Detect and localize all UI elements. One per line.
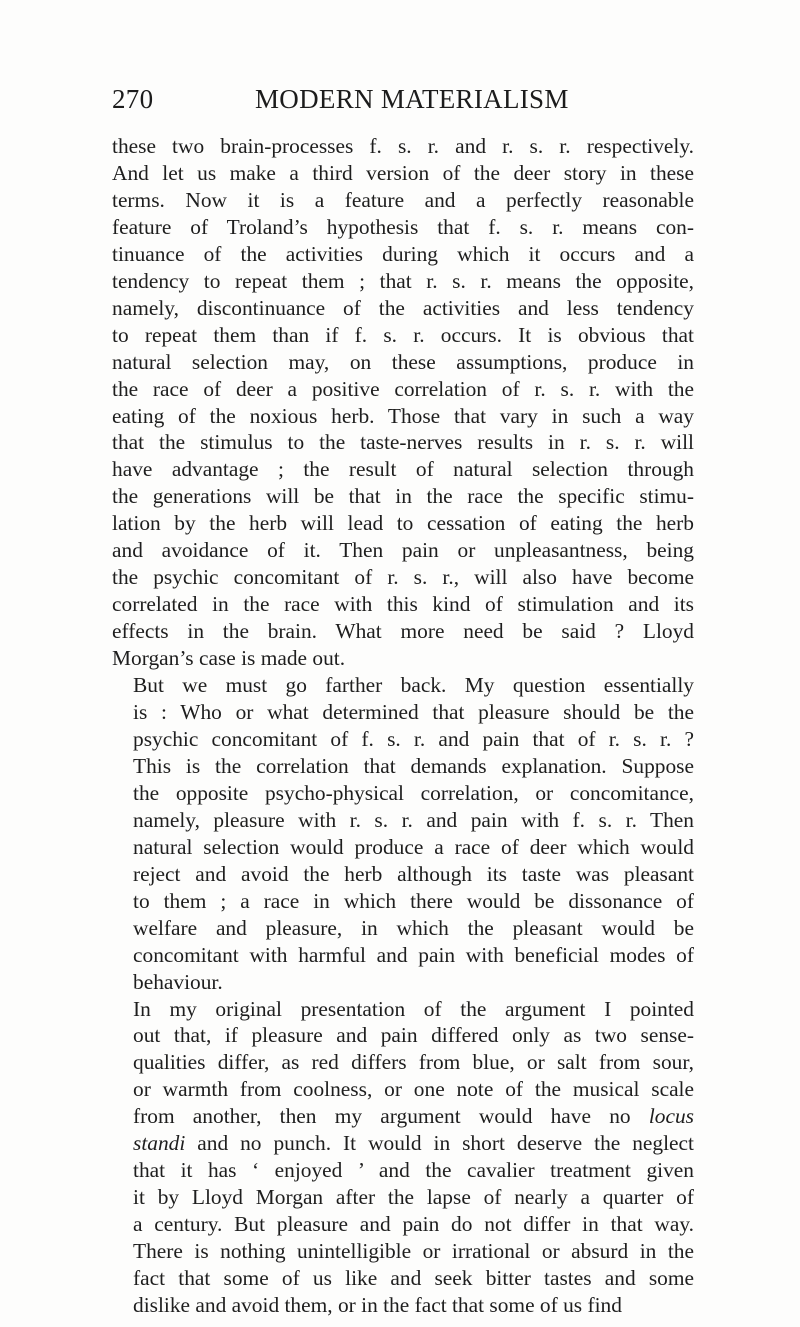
- text-line: to them ; a race in which there would be dissonance of: [133, 888, 694, 913]
- text-line: that the stimulus to the taste-nerves results in r. s. r. will: [112, 430, 694, 455]
- page-number: 270: [112, 84, 154, 114]
- text-line: from another, then my argument would have no locus: [133, 1104, 694, 1129]
- text-line: And let us make a third version of the deer story in these: [112, 160, 694, 185]
- text-line: tinuance of the activities during which it occurs and a: [112, 241, 694, 266]
- running-head: [112, 84, 694, 124]
- text-line: terms. Now it is a feature and a perfectly reasonable: [112, 187, 694, 212]
- text-line: dislike and avoid them, or in the fact that some of us find: [133, 1292, 622, 1317]
- text-line: qualities differ, as red differs from blue, or salt from sour,: [133, 1050, 694, 1075]
- text-line: natural selection may, on these assumptions, produce in: [112, 349, 694, 374]
- text-line: psychic concomitant of f. s. r. and pain that of r. s. r. ?: [133, 726, 694, 751]
- text-line: or warmth from coolness, or one note of the musical scale: [133, 1077, 694, 1102]
- text-line: reject and avoid the herb although its taste was pleasant: [133, 861, 694, 886]
- text-line: it by Lloyd Morgan after the lapse of nearly a quarter of: [133, 1185, 694, 1210]
- text-line: behaviour.: [133, 969, 223, 994]
- text-line: There is nothing unintelligible or irrational or absurd in the: [133, 1239, 694, 1264]
- text-line: fact that some of us like and seek bitter tastes and some: [133, 1266, 694, 1291]
- paragraph: [112, 672, 694, 995]
- text-line: lation by the herb will lead to cessation of eating the herb: [112, 511, 694, 536]
- text-line: namely, discontinuance of the activities and less tendency: [112, 295, 694, 320]
- text-line: these two brain-processes f. s. r. and r. s. r. respectively.: [112, 134, 694, 158]
- body-text: [112, 133, 694, 1319]
- text-line: Morgan’s case is made out.: [112, 646, 346, 671]
- text-line: and avoidance of it. Then pain or unpleasantness, being: [112, 538, 694, 563]
- text-line: But we must go farther back. My question essentially: [133, 673, 694, 698]
- running-title: MODERN MATERIALISM: [255, 84, 569, 114]
- paragraph: [112, 996, 694, 1319]
- text-line: that it has ‘ enjoyed ’ and the cavalier treatment given: [133, 1158, 694, 1183]
- text-line: the psychic concomitant of r. s. r., will also have become: [112, 565, 694, 590]
- text-line: In my original presentation of the argument I pointed: [133, 996, 694, 1021]
- text-line: eating of the noxious herb. Those that vary in such a way: [112, 403, 694, 428]
- text-line: concomitant with harmful and pain with beneficial modes of: [133, 942, 694, 967]
- text-line: welfare and pleasure, in which the pleasant would be: [133, 915, 694, 940]
- text-line: the generations will be that in the race the specific stimu-: [112, 484, 694, 509]
- text-line: a century. But pleasure and pain do not differ in that way.: [133, 1212, 694, 1237]
- text-line: out that, if pleasure and pain differed only as two sense-: [133, 1023, 694, 1048]
- text-line: standi and no punch. It would in short deserve the neglect: [133, 1131, 694, 1156]
- text-line: to repeat them than if f. s. r. occurs. It is obvious that: [112, 322, 694, 347]
- text-line: the race of deer a positive correlation of r. s. r. with the: [112, 376, 694, 401]
- text-line: tendency to repeat them ; that r. s. r. means the opposite,: [112, 268, 694, 293]
- text-line: natural selection would produce a race of deer which would: [133, 834, 694, 859]
- text-line: have advantage ; the result of natural selection through: [112, 457, 694, 482]
- text-line: effects in the brain. What more need be said ? Lloyd: [112, 619, 694, 644]
- text-line: correlated in the race with this kind of stimulation and its: [112, 592, 694, 617]
- text-line: This is the correlation that demands explanation. Suppose: [133, 753, 694, 778]
- text-line: the opposite psycho-physical correlation, or concomitance,: [133, 780, 694, 805]
- text-line: namely, pleasure with r. s. r. and pain with f. s. r. Then: [133, 807, 694, 832]
- text-line: feature of Troland’s hypothesis that f. s. r. means con-: [112, 214, 694, 239]
- paragraph: [112, 133, 694, 672]
- text-line: is : Who or what determined that pleasure should be the: [133, 700, 694, 725]
